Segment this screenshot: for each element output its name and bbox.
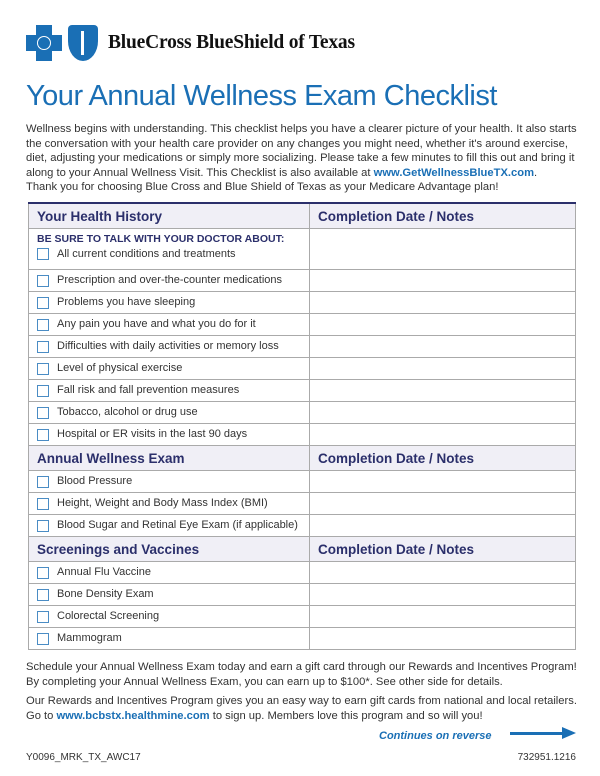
blue-shield-icon: [68, 25, 98, 61]
checklist-row: [29, 402, 576, 424]
rewards-paragraph: Schedule your Annual Wellness Exam today and earn a gift card through our Rewards and Incentives Program! By completing your Annual Wellness Exam, you can earn up to $100*. See other side for details.: [26, 661, 577, 688]
notes-field[interactable]: [310, 471, 576, 493]
checklist-item-label: Tobacco, alcohol or drug use: [57, 406, 198, 419]
checkbox[interactable]: [37, 429, 49, 441]
intro-end: .: [534, 166, 538, 179]
notes-field[interactable]: [310, 562, 576, 584]
checklist-item-label: Level of physical exercise: [57, 362, 183, 375]
checkbox[interactable]: [37, 567, 49, 579]
checklist-item-label: Height, Weight and Body Mass Index (BMI): [57, 497, 268, 510]
checklist-item: [29, 471, 310, 493]
page-title: Your Annual Wellness Exam Checklist: [26, 80, 497, 112]
notes-field[interactable]: [310, 493, 576, 515]
checklist-item: [29, 493, 310, 515]
checkbox[interactable]: [37, 297, 49, 309]
wellness-link[interactable]: www.GetWellnessBlueTX.com: [373, 166, 535, 179]
checklist-item: [29, 606, 310, 628]
notes-field[interactable]: [310, 380, 576, 402]
checklist-table: [28, 202, 576, 650]
checklist-row: [29, 336, 576, 358]
rewards-program-paragraph: [26, 694, 586, 723]
checkbox[interactable]: [37, 319, 49, 331]
section-header-row: [29, 203, 576, 229]
checkbox[interactable]: [37, 341, 49, 353]
checkbox[interactable]: [37, 520, 49, 532]
checklist-row: [29, 292, 576, 314]
checklist-row: [29, 270, 576, 292]
checkbox[interactable]: [37, 248, 49, 260]
checklist-row: [29, 314, 576, 336]
section-subheading: BE SURE TO TALK WITH YOUR DOCTOR ABOUT:: [37, 233, 285, 245]
intro-text: Wellness begins with understanding. This checklist helps you have a clearer picture of your health. It also starts the conversation with your health care provider on any changes you might need, whether it's around exercise, diet, adjusting your medications or simply more socializing. Please take a few minutes to fill this out and bring it along to your Annual Wellness Visit. This Checklist is also available at: [26, 123, 577, 179]
checklist-item: [29, 584, 310, 606]
checklist-item-label: Difficulties with daily activities or memory loss: [57, 340, 279, 353]
notes-field[interactable]: [310, 402, 576, 424]
checklist-item-label: Blood Sugar and Retinal Eye Exam (if applicable): [57, 519, 298, 532]
notes-field[interactable]: [310, 584, 576, 606]
checklist-item: [29, 424, 310, 446]
checklist-item-label: Mammogram: [57, 632, 122, 645]
checklist-item-label: Colorectal Screening: [57, 610, 160, 623]
notes-field[interactable]: [310, 229, 576, 270]
rewards-text-end: to sign up. Members love this program and so will you!: [209, 709, 483, 722]
notes-field[interactable]: [310, 515, 576, 537]
checklist-row: [29, 493, 576, 515]
checklist-row: [29, 628, 576, 650]
checklist-item: [29, 336, 310, 358]
checklist-row: [29, 515, 576, 537]
checklist-item-label: Annual Flu Vaccine: [57, 566, 151, 579]
checkbox[interactable]: [37, 498, 49, 510]
notes-field[interactable]: [310, 270, 576, 292]
brand-logo: [26, 25, 355, 61]
checklist-item: [29, 314, 310, 336]
checkbox[interactable]: [37, 385, 49, 397]
checkbox[interactable]: [37, 589, 49, 601]
notes-field[interactable]: [310, 606, 576, 628]
checklist-item-label: Hospital or ER visits in the last 90 days: [57, 428, 248, 441]
checklist-item-label: Bone Density Exam: [57, 588, 154, 601]
checklist-item: [29, 562, 310, 584]
checklist-item-label: All current conditions and treatments: [57, 248, 236, 261]
section-title: Your Health History: [29, 203, 310, 229]
checklist-item-label: Fall risk and fall prevention measures: [57, 384, 240, 397]
notes-field[interactable]: [310, 358, 576, 380]
checklist-item-label: Prescription and over-the-counter medications: [57, 274, 283, 287]
checklist-item: [29, 402, 310, 424]
checklist-row: [29, 562, 576, 584]
checklist-item: [29, 292, 310, 314]
checklist-item: [29, 358, 310, 380]
checklist-row: [29, 229, 576, 270]
checkbox[interactable]: [37, 275, 49, 287]
blue-cross-icon: [26, 25, 62, 61]
section-header-row: [29, 446, 576, 471]
notes-column-header: Completion Date / Notes: [310, 446, 576, 471]
checklist-item-label: Problems you have sleeping: [57, 296, 196, 309]
healthmine-link[interactable]: www.bcbstx.healthmine.com: [56, 709, 210, 722]
checklist-item: [29, 229, 310, 270]
intro-paragraph: [26, 122, 578, 180]
checklist-item: [29, 515, 310, 537]
checklist-row: [29, 471, 576, 493]
notes-field[interactable]: [310, 336, 576, 358]
rewards-text: Our Rewards and Incentives Program gives you an easy way to earn gift cards from national and local retailers. Go to: [26, 695, 577, 722]
checkbox[interactable]: [37, 633, 49, 645]
brand-name: BlueCross BlueShield of Texas: [108, 32, 355, 53]
checklist-row: [29, 584, 576, 606]
section-title: Screenings and Vaccines: [29, 537, 310, 562]
notes-column-header: Completion Date / Notes: [310, 203, 576, 229]
checklist-item-label: Any pain you have and what you do for it: [57, 318, 256, 331]
checkbox[interactable]: [37, 611, 49, 623]
notes-field[interactable]: [310, 292, 576, 314]
checklist-item: [29, 628, 310, 650]
notes-field[interactable]: [310, 424, 576, 446]
checklist-item-label: Blood Pressure: [57, 475, 133, 488]
section-title: Annual Wellness Exam: [29, 446, 310, 471]
arrow-right-icon: [510, 732, 562, 735]
checklist-item: [29, 270, 310, 292]
document-number: 732951.1216: [517, 752, 576, 763]
notes-field[interactable]: [310, 628, 576, 650]
checklist-row: [29, 380, 576, 402]
notes-field[interactable]: [310, 314, 576, 336]
checklist-row: [29, 358, 576, 380]
form-code: Y0096_MRK_TX_AWC17: [26, 752, 141, 763]
checkbox[interactable]: [37, 476, 49, 488]
checkbox[interactable]: [37, 407, 49, 419]
checkbox[interactable]: [37, 363, 49, 375]
notes-column-header: Completion Date / Notes: [310, 537, 576, 562]
checklist-row: [29, 606, 576, 628]
continues-on-reverse: Continues on reverse: [379, 730, 492, 742]
checklist-row: [29, 424, 576, 446]
section-header-row: [29, 537, 576, 562]
thanks-text: Thank you for choosing Blue Cross and Blue Shield of Texas as your Medicare Advantage plan!: [26, 181, 499, 193]
checklist-item: [29, 380, 310, 402]
